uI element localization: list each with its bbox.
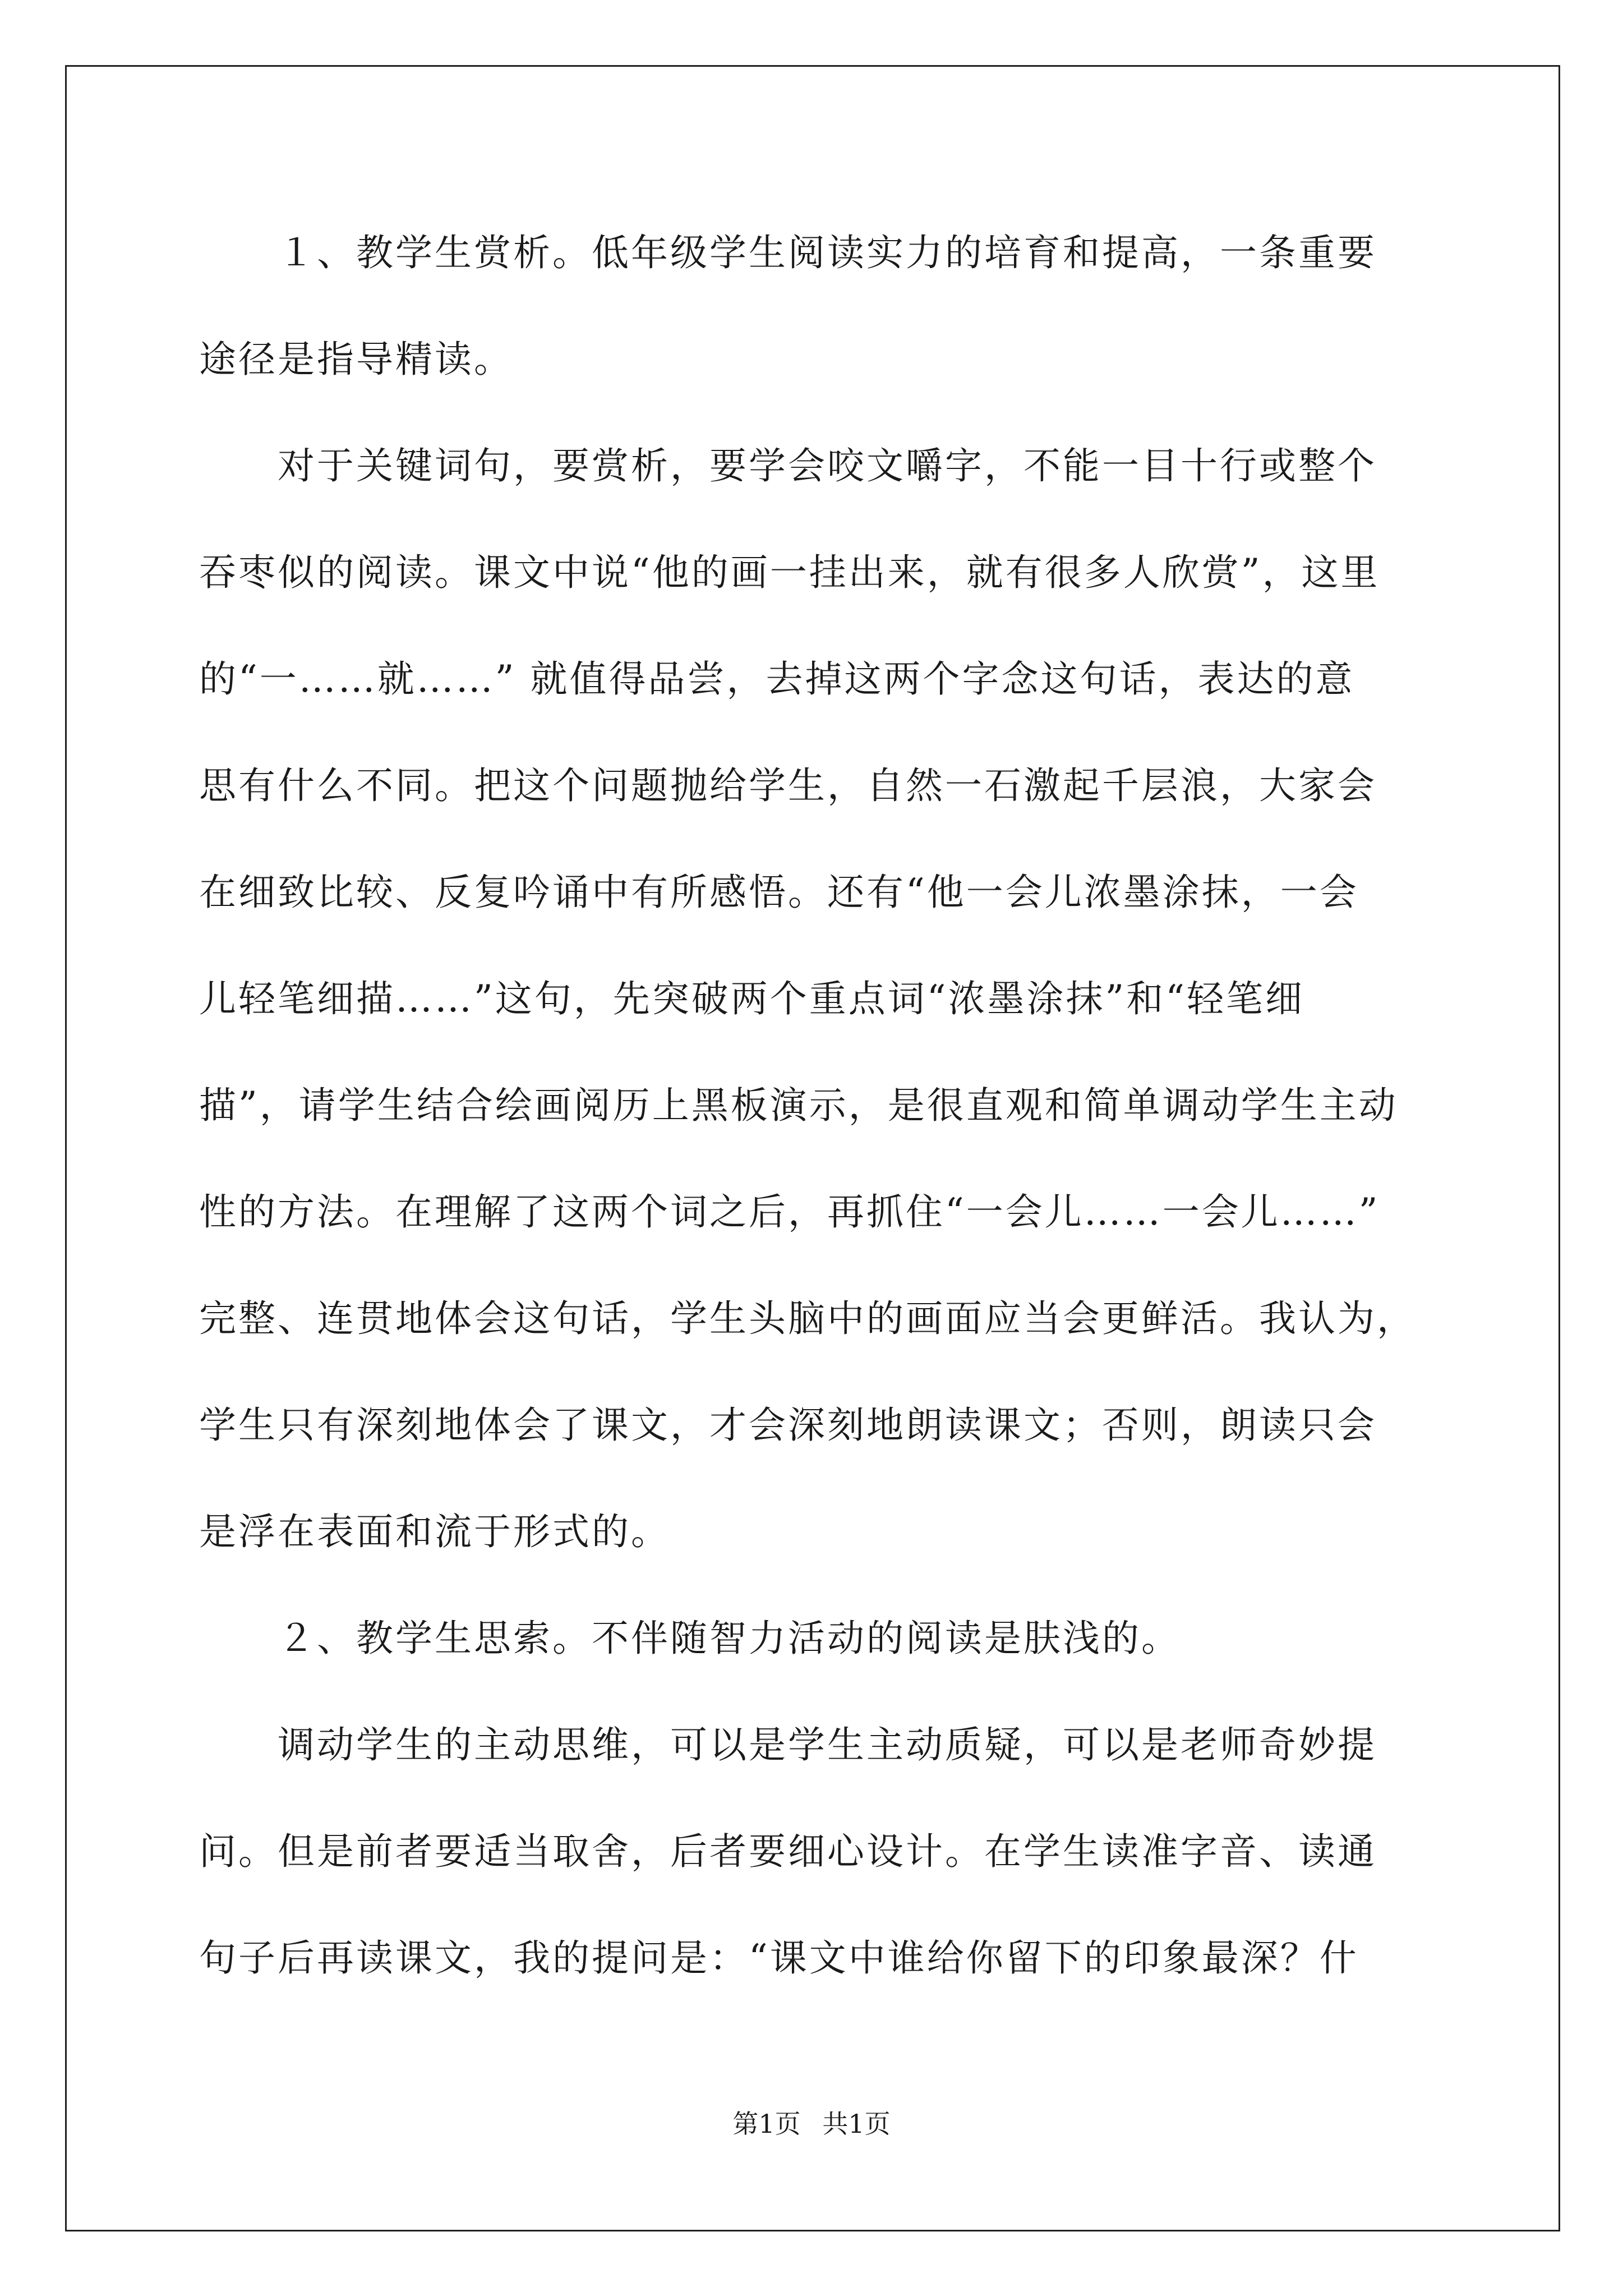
page-number: 第1页 [732,2109,801,2139]
text-line: 学生只有深刻地体会了课文，才会深刻地朗读课文；否则，朗读只会 [199,1404,1377,1447]
text-line: 途径是指导精读。 [199,338,513,381]
text-line: 在细致比较、反复吟诵中有所感悟。还有“他一会儿浓墨涂抹，一会 [199,871,1359,914]
page-footer [0,2104,1623,2141]
text-line: 问。但是前者要适当取舍，后者要细心设计。在学生读准字音、读通 [199,1830,1377,1873]
text-line: 对于关键词句，要赏析，要学会咬文嚼字，不能一目十行或整个 [278,444,1377,487]
document-body [199,216,1436,2028]
text-line: 是浮在表面和流于形式的。 [199,1510,670,1553]
text-line: 的“一……就……” 就值得品尝，去掉这两个字念这句话，表达的意 [199,657,1355,701]
text-line: 完整、连贯地体会这句话，学生头脑中的画面应当会更鲜活。我认为， [199,1297,1416,1340]
text-line: 儿轻笔细描……”这句，先突破两个重点词“浓墨涂抹”和“轻笔细 [199,977,1304,1020]
text-line: 句子后再读课文，我的提问是：“课文中谁给你留下的印象最深？什 [199,1936,1359,1980]
text-line: １、教学生赏析。低年级学生阅读实力的培育和提高，一条重要 [278,231,1377,274]
text-line: ２、教学生思索。不伴随智力活动的阅读是肤浅的。 [278,1617,1181,1660]
text-line: 吞枣似的阅读。课文中说“他的画一挂出来，就有很多人欣赏”，这里 [199,551,1380,594]
text-line: 思有什么不同。把这个问题抛给学生，自然一石激起千层浪，大家会 [199,764,1377,807]
page-total: 共1页 [822,2109,891,2139]
text-line: 性的方法。在理解了这两个词之后，再抓住“一会儿……一会儿……” [199,1190,1380,1234]
text-line: 调动学生的主动思维，可以是学生主动质疑，可以是老师奇妙提 [278,1723,1377,1766]
text-line: 描”，请学生结合绘画阅历上黑板演示，是很直观和简单调动学生主动 [199,1084,1398,1127]
